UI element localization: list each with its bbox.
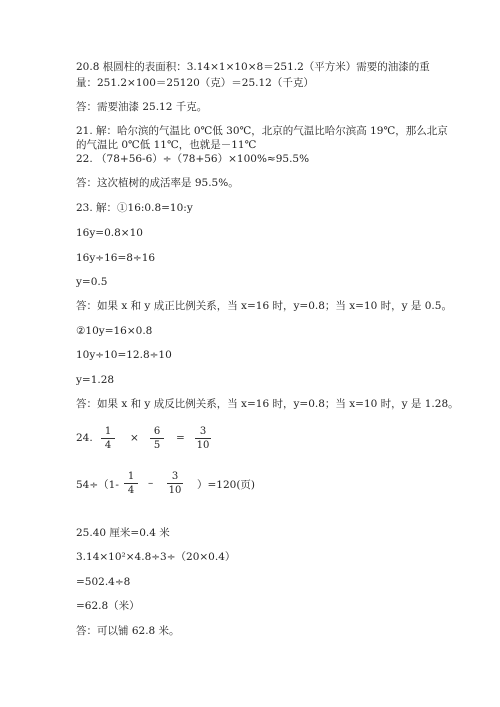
q24-line2-end: ）=120(页) [197, 479, 256, 491]
fraction-numerator: 1 [104, 426, 112, 437]
fraction-denominator: 10 [168, 485, 182, 496]
q24-line2-start: 54÷（1- [76, 479, 119, 491]
q25-step2: 3.14×10²×4.8÷3÷（20×0.4） [76, 551, 236, 563]
fraction-3-10 [195, 426, 211, 451]
q22-line1: 22. （78+56-6）÷（78+56）×100%≈95.5% [76, 153, 310, 165]
fraction-numerator: 6 [153, 426, 161, 437]
equals-sign: = [176, 432, 185, 444]
q23-step3: 16y÷16=8÷16 [76, 252, 156, 264]
fraction-denominator: 5 [153, 440, 161, 451]
q23-step2: 16y=0.8×10 [76, 227, 143, 239]
q22-answer: 答：这次植树的成活率是 95.5%。 [76, 177, 239, 189]
fraction-numerator: 1 [127, 471, 135, 482]
fraction-denominator: 10 [196, 440, 210, 451]
fraction-bar [101, 438, 115, 439]
q23-step4: y=0.5 [76, 276, 108, 288]
q21-line2: 的气温比 0℃低 11℃，也就是－11℃ [76, 139, 257, 151]
q25-step1: 25.40 厘米=0.4 米 [76, 527, 170, 539]
q25-step3: =502.4÷8 [76, 576, 131, 588]
fraction-numerator: 3 [171, 471, 179, 482]
fraction-denominator: 4 [127, 485, 135, 496]
fraction-numerator: 3 [199, 426, 207, 437]
q23-step7: y=1.28 [76, 374, 115, 386]
fraction-3-10-b [167, 471, 183, 496]
q21-line1: 21. 解：哈尔滨的气温比 0℃低 30℃，北京的气温比哈尔滨高 19℃，那么北京 [76, 125, 448, 137]
fraction-bar [167, 483, 183, 484]
fraction-6-5 [150, 426, 164, 451]
q23-answer1: 答：如果 x 和 y 成正比例关系，当 x=16 时，y=0.8；当 x=10 时，y 是 0.5。 [76, 300, 452, 312]
fraction-bar [195, 438, 211, 439]
q23-answer2: 答：如果 x 和 y 成反比例关系，当 x=16 时，y=0.8；当 x=10 时，y 是 1.28。 [76, 398, 459, 410]
q23-step6: 10y÷10=12.8÷10 [76, 349, 172, 361]
fraction-bar [124, 483, 138, 484]
q25-answer: 答：可以铺 62.8 米。 [76, 625, 180, 637]
q23-step1: 23. 解：①16:0.8=10:y [76, 202, 193, 214]
fraction-bar [150, 438, 164, 439]
minus-sign: – [148, 477, 154, 489]
times-sign: × [130, 432, 139, 444]
q25-step4: =62.8（米） [76, 600, 140, 612]
fraction-1-4 [101, 426, 115, 451]
q20-line1: 20.8 根圆柱的表面积：3.14×1×10×8＝251.2（平方米）需要的油漆的重 [76, 61, 430, 73]
q20-answer: 答：需要油漆 25.12 千克。 [76, 101, 208, 113]
q24-number: 24. [76, 432, 93, 444]
fraction-denominator: 4 [104, 440, 112, 451]
q23-step5: ②10y=16×0.8 [76, 325, 153, 337]
fraction-1-4-b [124, 471, 138, 496]
q20-line2: 量：251.2×100＝25120（克）＝25.12（千克） [76, 77, 314, 89]
